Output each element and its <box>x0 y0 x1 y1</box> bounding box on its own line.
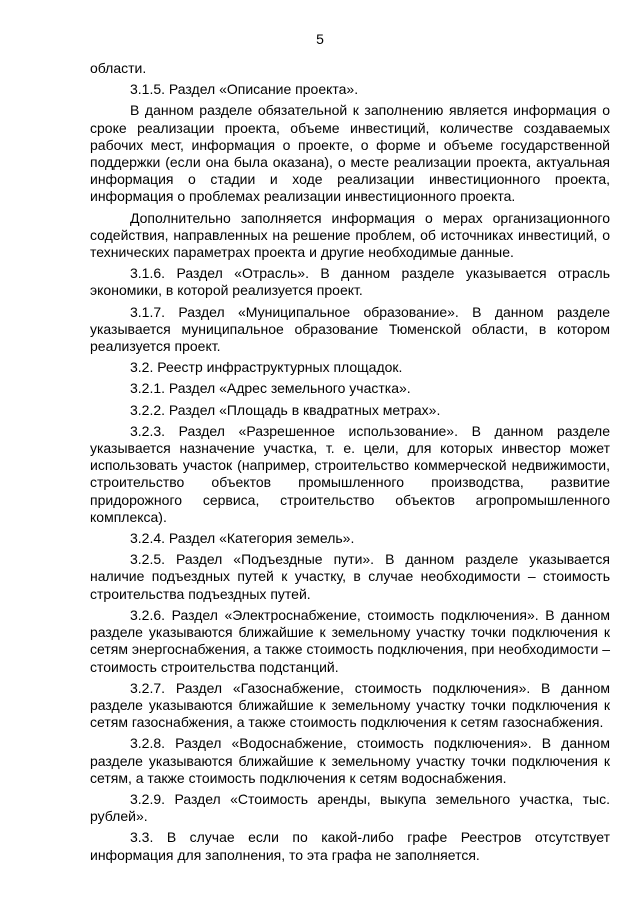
document-body <box>90 60 610 868</box>
paragraph-project-description-required: В данном разделе обязательной к заполнению является информация о сроке реализации проекта, объеме инвестиций, количестве создаваемых рабочих мест, информация о проекте, о форме и объеме государственной поддержки (если она была оказана), о месте реализации проекта, актуальная информация о стадии и ходе реализации инвестиционного проекта, информация о проблемах реализации инвестиционного проекта. <box>90 102 610 205</box>
paragraph-section-3-2-7: 3.2.7. Раздел «Газоснабжение, стоимость подключения». В данном разделе указываются ближайшие к земельному участку точки подключения к сетям газоснабжения, а также стоимость подключения к сетям газоснабжения. <box>90 679 610 731</box>
paragraph-section-3-2-5: 3.2.5. Раздел «Подъездные пути». В данном разделе указывается наличие подъездных путей к участку, в случае необходимости – стоимость строительства подъездных путей. <box>90 551 610 602</box>
paragraph-section-3-2-3: 3.2.3. Раздел «Разрешенное использование». В данном разделе указывается назначение участка, т. е. цели, для которых инвестор может использовать участок (например, строительство коммерческой недвижимости, строительство объектов промышленного производства, развитие придорожного сервиса, строительство объектов агропромышленного комплекса). <box>90 422 610 525</box>
paragraph-section-3-2-8: 3.2.8. Раздел «Водоснабжение, стоимость подключения». В данном разделе указываются ближайшие к земельному участку точки подключения к сетям, а также стоимость подключения к сетям водоснабжения. <box>90 735 610 786</box>
paragraph-continuation: области. <box>90 60 147 76</box>
paragraph-section-3-2-6: 3.2.6. Раздел «Электроснабжение, стоимость подключения». В данном разделе указываются ближайшие к земельному участку точки подключения к сетям энергоснабжения, а также стоимость подключения, при необходимости – стоимость строительства подстанций. <box>90 606 610 675</box>
paragraph-section-3-2: 3.2. Реестр инфраструктурных площадок. <box>130 359 403 376</box>
paragraph-section-3-2-9: 3.2.9. Раздел «Стоимость аренды, выкупа земельного участка, тыс. рублей». <box>90 790 610 825</box>
paragraph-section-3-2-2: 3.2.2. Раздел «Площадь в квадратных метрах». <box>130 401 441 418</box>
paragraph-section-3-1-6: 3.1.6. Раздел «Отрасль». В данном разделе указывается отрасль экономики, в которой реализуется проект. <box>90 265 610 299</box>
page-number: 5 <box>316 31 324 47</box>
paragraph-section-3-3: 3.3. В случае если по какой-либо графе Реестров отсутствует информация для заполнения, то эта графа не заполняется. <box>90 829 610 863</box>
paragraph-section-3-2-4: 3.2.4. Раздел «Категория земель». <box>130 530 355 547</box>
paragraph-project-description-additional: Дополнительно заполняется информация о мерах организационного содействия, направленных на решение проблем, об источниках инвестиций, о технических параметрах проекта и другие необходимые данные. <box>90 209 610 261</box>
paragraph-section-3-1-5: 3.1.5. Раздел «Описание проекта». <box>130 81 359 98</box>
paragraph-section-3-2-1: 3.2.1. Раздел «Адрес земельного участка». <box>130 380 411 397</box>
paragraph-section-3-1-7: 3.1.7. Раздел «Муниципальное образование». В данном разделе указывается муниципальное образование Тюменской области, в котором реализуется проект. <box>90 303 610 355</box>
